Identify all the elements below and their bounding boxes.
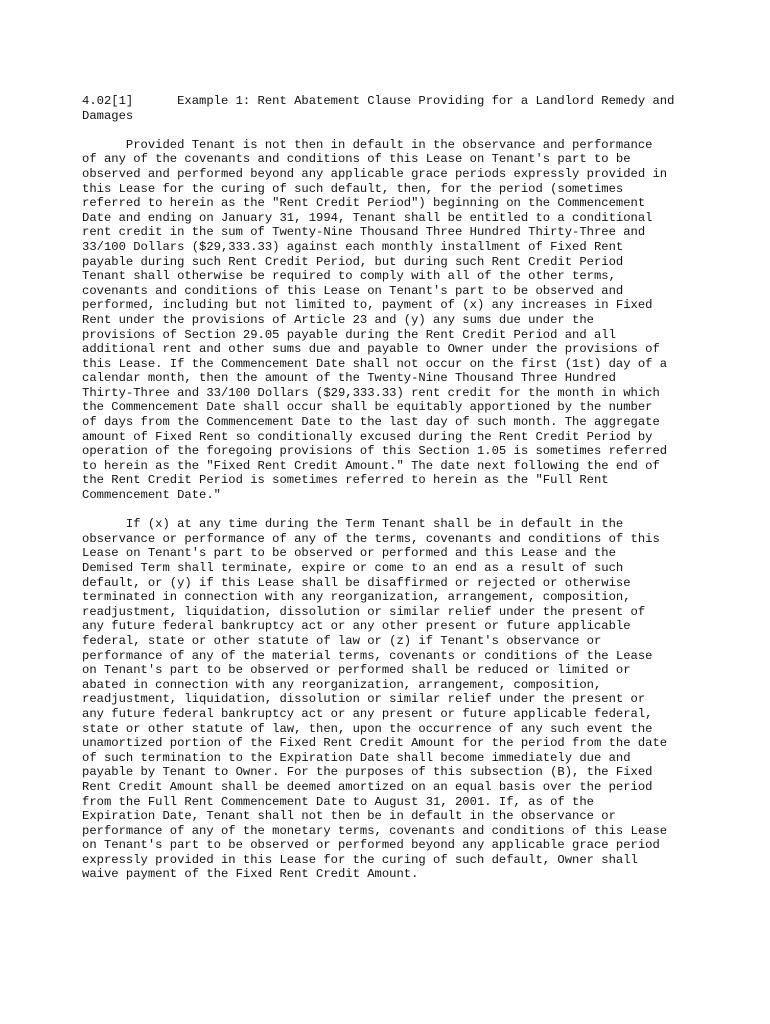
text-line: observed and performed beyond any applicable grace periods expressly provided in — [82, 166, 668, 181]
text-line: 33/100 Dollars ($29,333.33) against each monthly installment of Fixed Rent — [82, 239, 624, 254]
text-line: additional rent and other sums due and payable to Owner under the provisions of — [82, 342, 660, 357]
text-line: calendar month, then the amount of the Twenty-Nine Thousand Three Hundred — [82, 371, 616, 386]
text-line: terminated in connection with any reorganization, arrangement, composition, — [82, 590, 631, 605]
text-line: the Commencement Date shall occur shall be equitably apportioned by the number — [82, 400, 653, 415]
text-line: unamortized portion of the Fixed Rent Credit Amount for the period from the date — [82, 736, 668, 751]
paragraph-default-termination — [82, 517, 692, 882]
text-line: any future federal bankruptcy act or any other present or future applicable — [82, 619, 631, 634]
text-line: operation of the foregoing provisions of this Section 1.05 is sometimes referred — [82, 444, 668, 459]
text-line: default, or (y) if this Lease shall be disaffirmed or rejected or otherwise — [82, 575, 631, 590]
text-line: waive payment of the Fixed Rent Credit Amount. — [82, 867, 419, 882]
text-line: this Lease. If the Commencement Date shall not occur on the first (1st) day of a — [82, 356, 668, 371]
text-line: Thirty-Three and 33/100 Dollars ($29,333.33) rent credit for the month in which — [82, 385, 660, 400]
text-line: federal, state or other statute of law or (z) if Tenant's observance or — [82, 633, 602, 648]
text-line: Provided Tenant is not then in default in the observance and performance — [82, 137, 653, 152]
text-line: Tenant shall otherwise be required to comply with all of the other terms, — [82, 269, 616, 284]
text-line: on Tenant's part to be observed or performed beyond any applicable grace period — [82, 838, 660, 853]
text-line: state or other statute of law, then, upon the occurrence of any such event the — [82, 721, 653, 736]
text-line: from the Full Rent Commencement Date to August 31, 2001. If, as of the — [82, 794, 594, 809]
text-line: readjustment, liquidation, dissolution or similar relief under the present or — [82, 692, 646, 707]
text-line: performed, including but not limited to, payment of (x) any increases in Fixed — [82, 298, 653, 313]
text-line: of any of the covenants and conditions of this Lease on Tenant's part to be — [82, 152, 631, 167]
text-line: amount of Fixed Rent so conditionally excused during the Rent Credit Period by — [82, 429, 653, 444]
text-line: this Lease for the curing of such default, then, for the period (sometimes — [82, 181, 624, 196]
section-heading — [82, 94, 692, 123]
paragraph-gap — [82, 503, 692, 518]
text-line: If (x) at any time during the Term Tenant shall be in default in the — [82, 517, 624, 532]
document-page — [82, 94, 692, 882]
heading-line: Damages — [82, 108, 134, 123]
text-line: covenants and conditions of this Lease on Tenant's part to be observed and — [82, 283, 624, 298]
text-line: performance of any of the monetary terms, covenants and conditions of this Lease — [82, 823, 668, 838]
text-line: abated in connection with any reorganization, arrangement, composition, — [82, 677, 602, 692]
text-line: Expiration Date, Tenant shall not then be in default in the observance or — [82, 809, 616, 824]
text-line: rent credit in the sum of Twenty-Nine Thousand Three Hundred Thirty-Three and — [82, 225, 646, 240]
text-line: to herein as the "Fixed Rent Credit Amount." The date next following the end of — [82, 458, 660, 473]
text-line: Date and ending on January 31, 1994, Tenant shall be entitled to a conditional — [82, 210, 653, 225]
text-line: observance or performance of any of the terms, covenants and conditions of this — [82, 531, 660, 546]
text-line: Rent under the provisions of Article 23 and (y) any sums due under the — [82, 312, 594, 327]
text-line: performance of any of the material terms, covenants or conditions of the Lease — [82, 648, 653, 663]
text-line: any future federal bankruptcy act or any present or future applicable federal, — [82, 706, 653, 721]
paragraph-rent-credit — [82, 138, 692, 503]
heading-line: 4.02[1] Example 1: Rent Abatement Clause Providing for a Landlord Remedy and — [82, 94, 675, 108]
text-line: referred to herein as the "Rent Credit Period") beginning on the Commencement — [82, 196, 646, 211]
paragraph-gap — [82, 123, 692, 138]
text-line: of such termination to the Expiration Date shall become immediately due and — [82, 750, 631, 765]
text-line: on Tenant's part to be observed or performed shall be reduced or limited or — [82, 663, 631, 678]
text-line: of days from the Commencement Date to the last day of such month. The aggregate — [82, 415, 660, 430]
text-line: provisions of Section 29.05 payable during the Rent Credit Period and all — [82, 327, 616, 342]
text-line: Demised Term shall terminate, expire or come to an end as a result of such — [82, 561, 624, 575]
text-line: Commencement Date." — [82, 488, 221, 503]
text-line: readjustment, liquidation, dissolution or similar relief under the present of — [82, 604, 646, 619]
text-line: the Rent Credit Period is sometimes referred to herein as the "Full Rent — [82, 473, 609, 488]
text-line: payable during such Rent Credit Period, but during such Rent Credit Period — [82, 254, 624, 269]
text-line: Lease on Tenant's part to be observed or performed and this Lease and the — [82, 546, 616, 561]
text-line: payable by Tenant to Owner. For the purposes of this subsection (B), the Fixed — [82, 765, 653, 780]
text-line: expressly provided in this Lease for the curing of such default, Owner shall — [82, 852, 638, 867]
text-line: Rent Credit Amount shall be deemed amortized on an equal basis over the period — [82, 779, 653, 794]
